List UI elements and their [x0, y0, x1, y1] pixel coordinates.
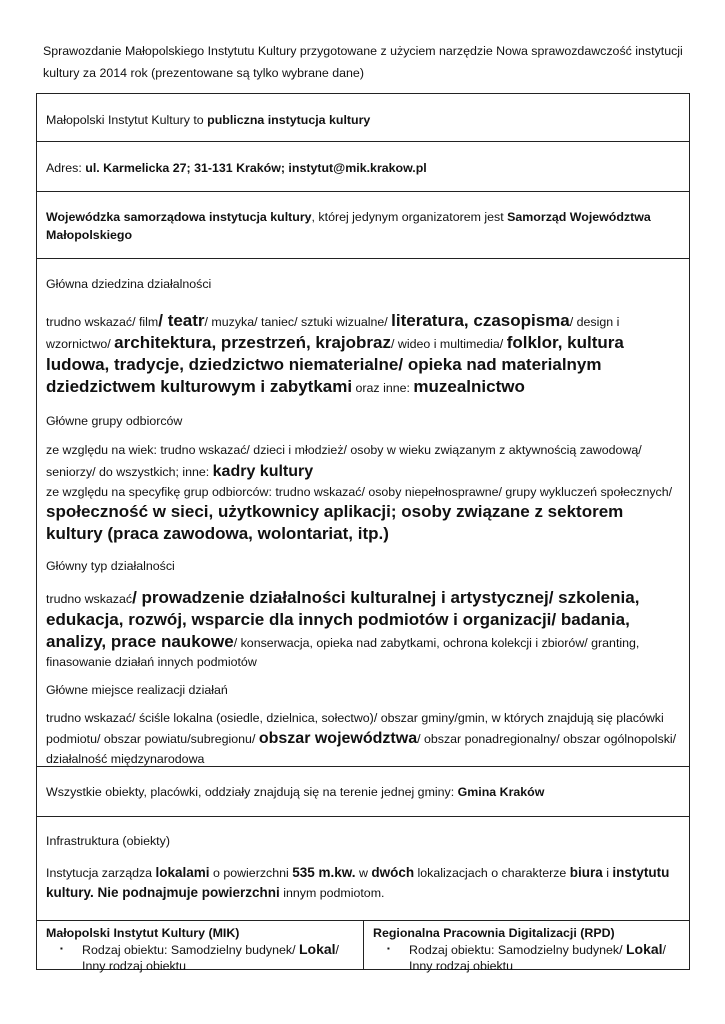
domain-text: [46, 310, 680, 398]
report-header: [43, 40, 683, 84]
place-seg: trudno wskazać/ ściśle lokalna (osiedle, dzielnica, sołectwo)/ obszar gminy/gmin, w których znajdują się placówki podmiotu/ obszar powiatu/subregionu/: [46, 711, 664, 746]
infra-seg-bold: dwóch: [371, 865, 415, 880]
gmina-row: [37, 767, 689, 817]
domain-seg-bold: architektura, przestrzeń, krajobraz: [114, 333, 391, 352]
object-mik: [37, 921, 363, 973]
place-seg: / obszar ponadregionalny/ obszar ogólnopolski/ działalność międzynarodowa: [46, 732, 677, 766]
domain-title: Główna dziedzina działalności: [46, 277, 212, 291]
object-type-seg: / Inny rodzaj obiektu: [409, 943, 666, 973]
address-row: [37, 142, 689, 192]
activity-seg-bold: / prowadzenie działalności kulturalnej i artystycznej/ szkolenia, edukacja, rozwój, wsparcie dla innych podmiotów i organizacji/ badania, analizy, prace naukowe: [46, 588, 640, 651]
infra-seg: innym podmiotom.: [279, 886, 385, 900]
domain-seg: trudno wskazać/ film: [46, 315, 159, 329]
object-title: Regionalna Pracownia Digitalizacji (RPD): [373, 926, 615, 940]
audience-seg: ze względu na wiek: trudno wskazać/ dzieci i młodzież/ osoby w wieku związanym z aktywnością zawodową/ seniorzy/ do wszystkich; inne:: [46, 443, 642, 479]
domain-seg-bold: / teatr: [158, 311, 205, 330]
report-table: [36, 93, 690, 973]
audience-group-text: [46, 483, 680, 545]
domain-seg-bold: muzealnictwo: [413, 377, 525, 396]
square-bullet-icon: ▪: [387, 944, 390, 953]
domain-seg: oraz inne:: [352, 381, 414, 395]
infra-seg: o powierzchni: [209, 866, 293, 880]
place-text: [46, 709, 680, 769]
audience-seg-bold: społeczność w sieci, użytkownicy aplikacji; osoby związane z sektorem kultury (praca zawodowa, wolontariat, itp.): [46, 502, 624, 543]
domain-seg: / design i wzornictwo/: [46, 315, 620, 351]
infrastructure-row: [37, 817, 689, 921]
org-prefix: Małopolski Instytut Kultury to: [46, 113, 208, 127]
institution-type: Wojewódzka samorządowa instytucja kultury: [46, 210, 312, 224]
audience-seg: ze względu na specyfikę grup odbiorców: trudno wskazać/ osoby niepełnosprawne/ grupy wykluczeń społecznych/: [46, 485, 673, 499]
place-seg-bold: obszar województwa: [258, 730, 418, 747]
object-title: Małopolski Instytut Kultury (MIK): [46, 926, 240, 940]
organizer-name: Samorząd Województwa Małopolskiego: [46, 210, 651, 242]
activity-text: [46, 587, 680, 671]
voivodeship-row: [37, 192, 689, 259]
infra-seg: Instytucja zarządza: [46, 866, 156, 880]
audience-title: Główne grupy odbiorców: [46, 414, 183, 428]
main-info-row: [37, 259, 689, 767]
infra-seg-bold: lokalami: [155, 865, 210, 880]
object-type-bold: Lokal: [625, 941, 663, 957]
audience-seg-bold: kadry kultury: [212, 463, 314, 480]
infra-seg: i: [602, 866, 613, 880]
domain-seg: / muzyka/ taniec/ sztuki wizualne/: [204, 315, 392, 329]
report-header-text: Sprawozdanie Małopolskiego Instytutu Kultury przygotowane z użyciem narzędzie Nowa sprawozdawczość instytucji kultury za 2014 rok (prezentowane są tylko wybrane dane): [43, 44, 683, 80]
domain-seg-bold: literatura, czasopisma: [391, 311, 570, 330]
org-row: [37, 94, 689, 142]
infra-seg: w: [355, 866, 372, 880]
object-type-seg: Rodzaj obiektu: Samodzielny budynek/: [82, 943, 299, 957]
organizer-connector: , której jedynym organizatorem jest: [311, 210, 508, 224]
object-type-seg: Rodzaj obiektu: Samodzielny budynek/: [409, 943, 626, 957]
address-label: Adres:: [46, 161, 86, 175]
gmina-prefix: Wszystkie obiekty, placówki, oddziały znajdują się na terenie jednej gminy:: [46, 785, 458, 799]
object-type-seg: / Inny rodzaj obiektu: [82, 943, 339, 973]
activity-title: Główny typ działalności: [46, 559, 175, 573]
address-value: ul. Karmelicka 27; 31-131 Kraków; instytut@mik.krakow.pl: [85, 161, 427, 175]
object-bullet-item: [60, 941, 354, 974]
object-type-text: [409, 941, 680, 974]
object-rpd: [363, 921, 689, 973]
infra-seg-bold: instytutu kultury. Nie podnajmuje powierzchni: [46, 865, 670, 900]
infra-seg: lokalizacjach o charakterze: [414, 866, 570, 880]
square-bullet-icon: ▪: [60, 944, 63, 953]
infrastructure-title: Infrastruktura (obiekty): [46, 834, 170, 848]
object-bullet-item: [387, 941, 680, 974]
gmina-value: Gmina Kraków: [457, 785, 545, 799]
domain-seg: / wideo i multimedia/: [391, 337, 507, 351]
activity-seg: / konserwacja, opieka nad zabytkami, ochrona kolekcji i zbiorów/ granting, finasowanie działań innych podmiotów: [46, 636, 640, 669]
infra-seg-bold: 535 m.kw.: [292, 865, 356, 880]
audience-age-text: [46, 440, 680, 483]
object-type-text: [82, 941, 354, 974]
objects-row: [37, 921, 689, 973]
place-title: Główne miejsce realizacji działań: [46, 683, 228, 697]
infra-seg-bold: biura: [569, 865, 603, 880]
org-type: publiczna instytucja kultury: [207, 113, 371, 127]
activity-seg: trudno wskazać: [46, 592, 133, 606]
domain-seg-bold: folklor, kultura ludowa, tradycje, dziedzictwo niematerialne/ opieka nad materialnym dziedzictwem kulturowym i zabytkami: [46, 333, 624, 396]
infrastructure-text: [46, 863, 680, 903]
object-type-bold: Lokal: [298, 941, 336, 957]
